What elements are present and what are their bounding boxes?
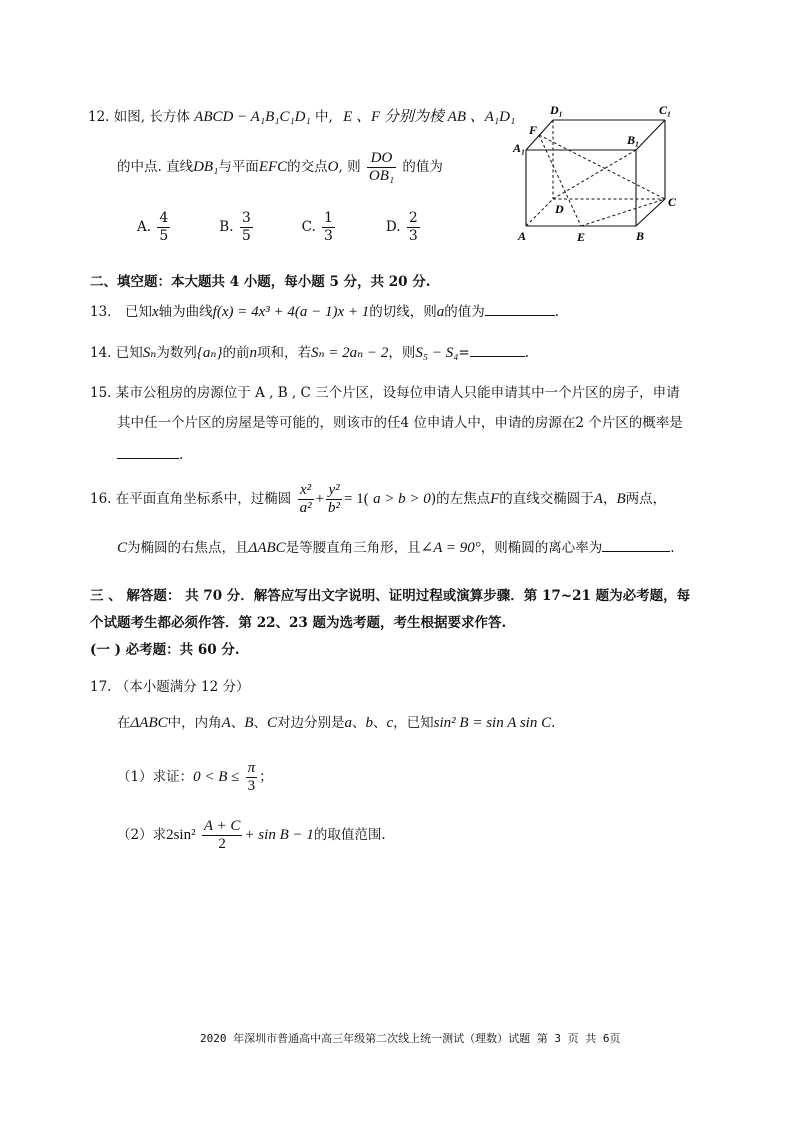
- label-b1: B₁: [627, 133, 640, 147]
- q12-option-d[interactable]: [386, 210, 446, 245]
- q17-part2-end: 的取值范围.: [313, 827, 386, 843]
- q12-text: , 则: [338, 159, 361, 175]
- label-c: C: [668, 195, 677, 209]
- option-label: C.: [301, 219, 316, 235]
- label-a: A: [518, 229, 527, 243]
- option-den: 3: [408, 228, 418, 244]
- q17-b: b: [365, 715, 373, 731]
- q17-part2-num: A + C: [203, 818, 241, 834]
- q12-plane: EFC: [258, 159, 288, 175]
- q17-part2-b: + sin B − 1: [244, 827, 314, 843]
- q16-text: 是等腰直角三角形，且: [285, 540, 421, 556]
- q17-header: 17. （本小题满分 12 分）: [90, 679, 250, 695]
- page-footer: 2020 年深圳市普通高中高三年级第二次线上统一测试（理数）试题 第 3 页 共 6页: [200, 1032, 621, 1045]
- q13-text: 已知: [124, 304, 152, 320]
- option-den: 3: [324, 228, 333, 244]
- q12-options: [137, 210, 446, 245]
- q13-text: 的值为: [444, 304, 485, 320]
- q14-n: n: [249, 345, 257, 361]
- option-label: A.: [137, 219, 152, 235]
- section3-line2: 个试题考生都必须作答．第 22、23 题为选考题，考生根据要求作答.: [90, 615, 507, 631]
- q16-text: ，: [602, 491, 617, 507]
- q12-point-o: O: [327, 159, 339, 175]
- q13-text: .: [554, 304, 560, 320]
- q13-number: 13．: [90, 304, 121, 320]
- label-d: D: [555, 202, 564, 216]
- label-e: E: [577, 230, 586, 244]
- q13-text: 的切线，则: [369, 304, 437, 320]
- q12-line-db1: DB₁: [193, 159, 219, 175]
- q16-c: C: [117, 540, 128, 556]
- q17-part1-end: ；: [259, 769, 273, 785]
- q14: [90, 344, 529, 362]
- q17-text: ，已知: [393, 715, 434, 731]
- q17-part1-den: 3: [247, 778, 256, 794]
- q15-line2: 其中任一个片区的房屋是等可能的，则该市的任4 位申请人中，申请的房源在2 个片区的概率是: [117, 415, 683, 431]
- q16-text: )的左焦点: [430, 491, 491, 507]
- q16-y-fraction: [326, 482, 342, 517]
- q17-A: A: [221, 715, 231, 731]
- q13-a: a: [436, 304, 445, 320]
- q16-y-den: b²: [328, 500, 341, 516]
- option-fraction: [322, 210, 335, 245]
- q17-a: a: [344, 715, 352, 731]
- q12-text: 的交点: [287, 159, 328, 175]
- q16-tri: ΔABC: [248, 540, 286, 556]
- label-d1: D₁: [550, 103, 563, 117]
- q17-part2: [117, 818, 386, 853]
- option-num: 4: [159, 210, 169, 226]
- q12-ratio-fraction: [367, 150, 396, 185]
- q17-C: C: [266, 715, 277, 731]
- q17-B: B: [244, 715, 254, 731]
- q14-answer-blank[interactable]: [470, 356, 525, 357]
- q17-part1-label: （1）求证：: [117, 769, 194, 785]
- q16-f: F: [490, 491, 500, 507]
- q16-a: A: [593, 491, 603, 507]
- option-num: 3: [241, 210, 251, 226]
- q17-part2-a: 2sin²: [166, 827, 196, 843]
- q16-text: 两点，: [625, 491, 667, 507]
- q12-line1: [88, 108, 515, 126]
- q17-tri: ΔABC: [130, 715, 168, 731]
- q17-text: 在: [117, 715, 131, 731]
- q16-text: 在平面直角坐标系中，过椭圆: [115, 491, 292, 507]
- option-den: 5: [241, 228, 251, 244]
- q17-text: 、: [352, 715, 366, 731]
- q14-text: 已知: [115, 345, 143, 361]
- q17-text: 、: [253, 715, 267, 731]
- label-a1: A₁: [513, 141, 526, 155]
- q15-line1: [90, 384, 680, 402]
- q12-option-a[interactable]: [137, 210, 215, 245]
- q15-text: .: [179, 447, 184, 463]
- q17-c: c: [386, 715, 394, 731]
- cuboid-figure: [505, 100, 695, 250]
- option-fraction: [407, 210, 420, 245]
- q16-x-den: a²: [299, 500, 312, 516]
- q16-line2: [117, 539, 675, 557]
- q16-text: .: [670, 540, 675, 556]
- q17-part1-num: π: [247, 760, 256, 776]
- q16-plus: +: [315, 491, 325, 507]
- section3-sub: (一 ) 必考题：共 60 分.: [90, 642, 240, 658]
- q17-part2-label: （2）求: [117, 827, 167, 843]
- q15-text: 某市公租房的房源位于 A , B , C 三个片区，设每位申请人只能申请其中一个片区的房子，申请: [115, 385, 680, 401]
- q15-answer-blank[interactable]: [117, 458, 179, 459]
- q12-number: 12.: [88, 109, 110, 125]
- q14-text: =: [458, 345, 470, 361]
- q14-text: 项和，若: [256, 345, 311, 361]
- q14-number: 14.: [90, 345, 112, 361]
- q16-angle: ∠A = 90°: [420, 540, 481, 556]
- section2-heading: 二、填空题：本大题共 4 小题，每小题 5 分，共 20 分.: [90, 274, 431, 290]
- option-label: D.: [385, 219, 401, 235]
- q17-stem: [117, 714, 555, 732]
- q17-text: 、: [373, 715, 387, 731]
- q16-text: 的直线交椭圆于: [499, 491, 594, 507]
- q17-cond: sin² B = sin A sin C: [433, 715, 552, 731]
- q17-part2-den: 2: [218, 836, 226, 852]
- q14-cond: Sₙ = 2aₙ − 2: [310, 345, 389, 361]
- q16-x-fraction: [298, 482, 314, 517]
- q14-expr: S₅ − S₄: [415, 345, 459, 361]
- q16-line1: [90, 482, 666, 517]
- q12-ratio-den: OB₁: [368, 168, 395, 184]
- q14-text: 的前: [222, 345, 250, 361]
- option-label: B.: [219, 219, 234, 235]
- q14-text: 为数列: [156, 345, 197, 361]
- q17-text: 对边分别是: [277, 715, 345, 731]
- q17-part2-fraction: [202, 818, 243, 853]
- q16-y-num: y²: [326, 482, 342, 500]
- q14-seq: {aₙ}: [196, 345, 223, 361]
- q16-answer-blank[interactable]: [602, 551, 670, 552]
- q17-text: 中，内角: [167, 715, 222, 731]
- q12-solid: ABCD − A₁B₁C₁D₁: [194, 109, 311, 125]
- q12-text: 的值为: [402, 159, 443, 175]
- section3-line1: 三 、 解答题： 共 70 分．解答应写出文字说明、证明过程或演算步骤．第 17~21 题为必考题，每: [90, 588, 691, 604]
- q13-text: 轴为曲线: [158, 304, 213, 320]
- q16-text: ，则椭圆的离心率为: [480, 540, 603, 556]
- q17-part1-expr: 0 < B ≤: [193, 769, 240, 785]
- q13-formula: f(x) = 4x³ + 4(a − 1)x + 1: [212, 304, 370, 320]
- q16-b: B: [616, 491, 626, 507]
- q13-answer-blank[interactable]: [485, 315, 555, 316]
- q12-ratio-num: DO: [367, 150, 396, 168]
- q12-text: 与平面: [218, 159, 259, 175]
- q16-eq: = 1(: [344, 491, 369, 507]
- q16-text: 为椭圆的右焦点，且: [127, 540, 249, 556]
- q14-text: .: [524, 345, 530, 361]
- option-num: 1: [324, 210, 333, 226]
- q17-part1-fraction: [246, 760, 258, 795]
- option-num: 2: [408, 210, 418, 226]
- q16-number: 16.: [90, 491, 112, 507]
- q13: [90, 303, 559, 321]
- option-fraction: [240, 210, 253, 245]
- label-f: F: [529, 123, 538, 137]
- option-fraction: [157, 210, 170, 245]
- q13-x: x: [151, 304, 159, 320]
- q12-text: 的中点. 直线: [117, 159, 194, 175]
- q14-text: ，则: [388, 345, 416, 361]
- q17-text: .: [551, 715, 556, 731]
- q16-cond: a > b > 0: [373, 491, 431, 507]
- q12-text: 中,: [315, 109, 333, 125]
- q12-points: E 、F 分别为棱 AB 、A₁D₁: [343, 109, 516, 125]
- q15-line3: [117, 446, 183, 464]
- q12-option-b[interactable]: [219, 210, 297, 245]
- q12-line2: [117, 150, 443, 185]
- label-c1: C₁: [659, 103, 672, 117]
- q14-sn: Sₙ: [142, 345, 157, 361]
- q17-text: 、: [230, 715, 245, 731]
- q15-number: 15.: [90, 385, 112, 401]
- q12-option-c[interactable]: [302, 210, 382, 245]
- option-den: 5: [159, 228, 169, 244]
- q17-part1: [117, 760, 273, 795]
- q12-text: 如图, 长方体: [113, 109, 190, 125]
- q16-x-num: x²: [298, 482, 314, 500]
- label-b: B: [636, 229, 645, 243]
